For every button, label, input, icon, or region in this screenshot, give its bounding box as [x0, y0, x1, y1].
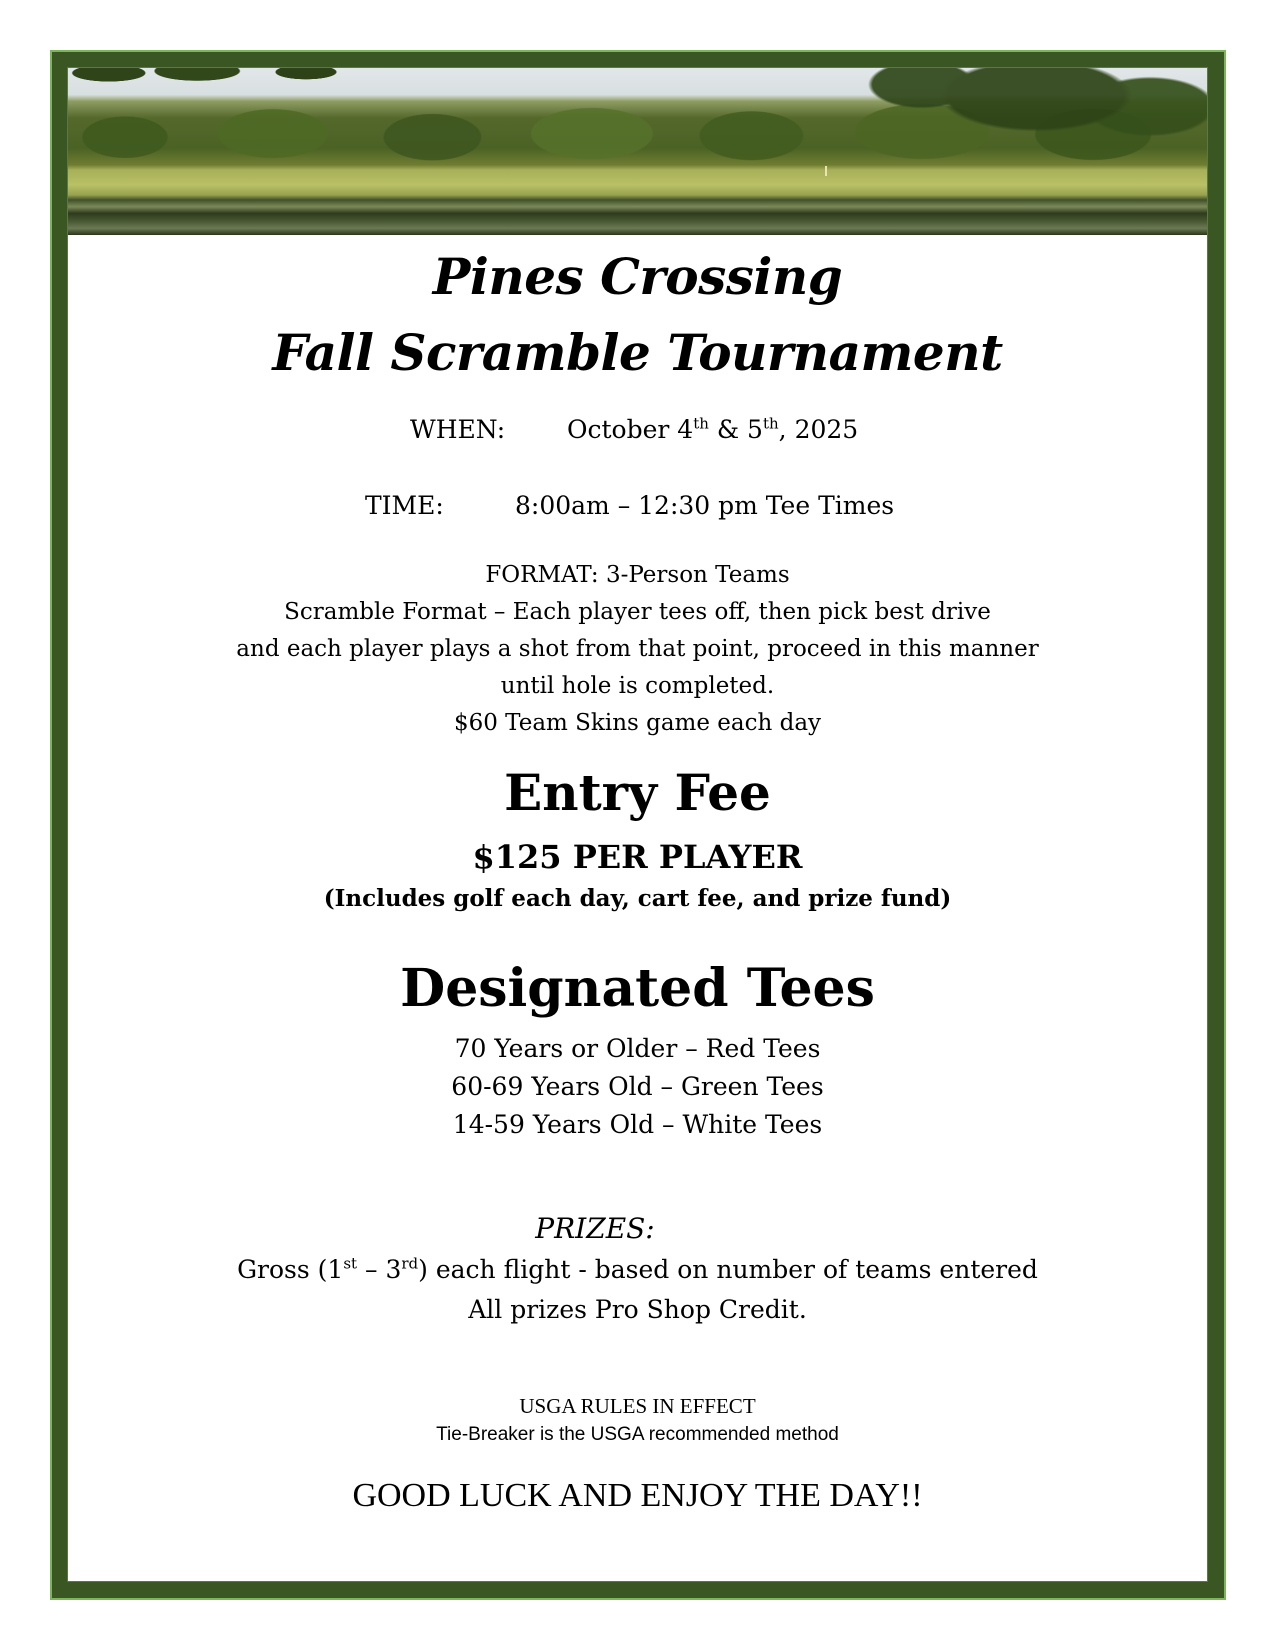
- tee-item: 60-69 Years Old – Green Tees: [451, 1072, 824, 1101]
- entry-fee-heading: Entry Fee: [504, 763, 771, 822]
- palm-fronds-left: [68, 68, 408, 118]
- tee-item: 70 Years or Older – Red Tees: [454, 1034, 821, 1063]
- designated-tees-heading: Designated Tees: [400, 958, 875, 1019]
- entry-fee-price: $125 PER PLAYER: [472, 838, 803, 876]
- title-line-2: Fall Scramble Tournament: [272, 323, 1003, 382]
- format-line: and each player plays a shot from that point, proceed in this manner: [236, 636, 1039, 662]
- prizes-list: [68, 1250, 1207, 1330]
- pin-flag-icon: [825, 166, 827, 176]
- prizes-heading: PRIZES:: [535, 1212, 655, 1245]
- format-line: Scramble Format – Each player tees off, then pick best drive: [284, 599, 991, 625]
- tee-item: 14-59 Years Old – White Tees: [452, 1110, 823, 1139]
- time-value: 8:00am – 12:30 pm Tee Times: [515, 491, 895, 520]
- format-line: until hole is completed.: [500, 673, 775, 699]
- entry-fee-includes: (Includes golf each day, cart fee, and prize fund): [323, 885, 952, 912]
- closing-message: GOOD LUCK AND ENJOY THE DAY!!: [352, 1477, 923, 1514]
- when-label: WHEN:: [410, 415, 506, 444]
- tiebreak-note: Tie-Breaker is the USGA recommended method: [436, 1424, 839, 1445]
- golf-course-photo: [68, 68, 1207, 235]
- flyer-content: [68, 235, 1207, 1514]
- tree-canopy-right: [827, 68, 1207, 178]
- rules-title: USGA RULES IN EFFECT: [519, 1394, 756, 1418]
- time-label: TIME:: [365, 491, 444, 520]
- prizes-line-2: All prizes Pro Shop Credit.: [468, 1295, 807, 1324]
- when-value: October 4th & 5th, 2025: [567, 414, 859, 444]
- designated-tees-list: [68, 1030, 1207, 1144]
- title-line-1: Pines Crossing: [432, 247, 843, 306]
- format-section: [68, 557, 1207, 742]
- format-line: $60 Team Skins game each day: [453, 710, 822, 736]
- format-line: FORMAT: 3-Person Teams: [485, 562, 790, 588]
- prizes-line-1: Gross (1st – 3rd) each flight - based on number of teams entered: [237, 1254, 1038, 1284]
